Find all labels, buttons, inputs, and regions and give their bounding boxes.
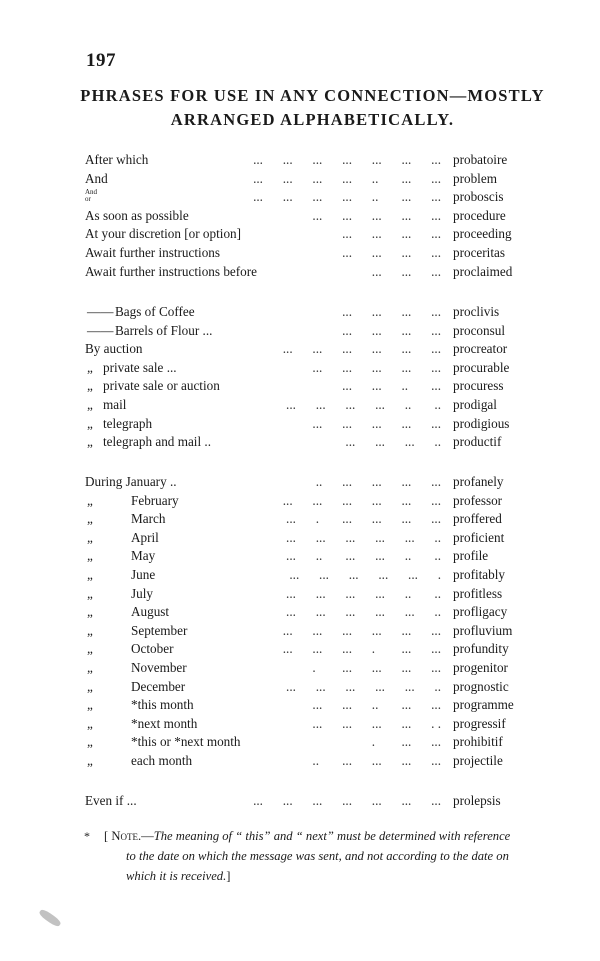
ditto-mark: „ bbox=[87, 511, 93, 527]
ditto-mark: „ bbox=[87, 415, 93, 431]
phrase-label: Bags of Coffee bbox=[115, 304, 195, 319]
code-word: projectile bbox=[453, 753, 503, 768]
phrase-label: private sale or auction bbox=[103, 378, 220, 394]
dot-leader: ... ... ... ... .. ... ... bbox=[253, 170, 441, 186]
ditto-mark: „ bbox=[87, 378, 93, 394]
ditto-mark: „ bbox=[87, 715, 93, 731]
phrase-row bbox=[85, 603, 531, 621]
dot-leader: . ... ... bbox=[371, 734, 441, 750]
ditto-mark: „ bbox=[87, 641, 93, 657]
code-word: prohibitif bbox=[453, 734, 503, 750]
phrase-row bbox=[85, 188, 531, 206]
footnote bbox=[86, 826, 546, 886]
phrase-label: Even if ... bbox=[85, 793, 137, 808]
ditto-mark: „ bbox=[87, 604, 93, 620]
phrase-row bbox=[85, 359, 531, 377]
phrase-row bbox=[85, 225, 531, 243]
phrase-label: After which bbox=[85, 152, 149, 167]
phrase-row bbox=[85, 377, 531, 395]
phrase-label: each month bbox=[131, 753, 193, 768]
phrase-row bbox=[85, 322, 531, 340]
ink-smudge bbox=[38, 908, 62, 928]
ditto-mark: —— bbox=[87, 304, 114, 319]
dot-leader: ... ... ... ... ... ... ... bbox=[253, 152, 441, 167]
ditto-mark: „ bbox=[87, 678, 93, 694]
phrase-row bbox=[85, 303, 531, 321]
footnote-close-bracket: ] bbox=[226, 869, 231, 883]
ditto-mark: „ bbox=[87, 753, 93, 768]
phrase-label: Await further instructions before bbox=[85, 263, 258, 279]
page-heading-line-2: ARRANGED ALPHABETICALLY. bbox=[170, 110, 455, 129]
code-word: progenitor bbox=[453, 660, 508, 675]
phrase-row bbox=[85, 433, 531, 451]
dot-leader: ... ... ... ... ... ... bbox=[282, 492, 441, 508]
code-word: procuress bbox=[453, 378, 504, 394]
code-word: profanely bbox=[453, 474, 504, 489]
ditto-mark: „ bbox=[87, 567, 93, 582]
dot-leader: ... . ... ... ... ... bbox=[286, 511, 441, 527]
footnote-line-1: The meaning of “ this” and “ next” must be determined with reference bbox=[153, 829, 511, 843]
phrase-row bbox=[85, 151, 531, 169]
page-number: 197 bbox=[86, 50, 116, 71]
ditto-mark: „ bbox=[87, 359, 93, 375]
footnote-asterisk: * bbox=[84, 829, 90, 843]
phrase-row bbox=[85, 566, 531, 584]
phrase-label: telegraph bbox=[103, 415, 153, 431]
code-word: proconsul bbox=[453, 322, 506, 338]
code-word: profligacy bbox=[453, 604, 508, 620]
dot-leader: ... ... ... ... bbox=[342, 245, 441, 260]
phrase-row bbox=[85, 263, 531, 281]
code-word: productif bbox=[453, 434, 502, 450]
dot-leader: ... ... ... ... ... .. bbox=[286, 604, 441, 620]
phrase-label: May bbox=[131, 548, 156, 564]
ditto-mark: „ bbox=[87, 434, 93, 450]
code-word: prodigious bbox=[453, 415, 510, 431]
phrase-row bbox=[85, 678, 531, 696]
phrase-label: April bbox=[131, 529, 159, 545]
phrase-label: *this month bbox=[131, 697, 194, 713]
ditto-mark: —— bbox=[87, 322, 114, 338]
dot-leader: ... ... ... ... . . bbox=[312, 715, 441, 731]
footnote-line-2: to the date on which the message was sent, and not according to the date on bbox=[126, 849, 509, 863]
phrase-label: *next month bbox=[131, 715, 198, 731]
footnote-label: Note. bbox=[111, 829, 142, 843]
phrase-label: private sale ... bbox=[103, 359, 177, 375]
phrase-label: October bbox=[131, 641, 174, 657]
footnote-dash: — bbox=[141, 829, 154, 843]
code-word: procurable bbox=[453, 359, 510, 375]
phrase-row bbox=[85, 752, 531, 770]
code-word: programme bbox=[453, 697, 514, 713]
phrase-label: July bbox=[131, 585, 153, 601]
dot-leader: .. ... ... ... ... bbox=[315, 474, 441, 489]
phrase-row bbox=[85, 207, 531, 225]
phrase-label: August bbox=[131, 604, 170, 620]
ditto-mark: „ bbox=[87, 397, 93, 412]
code-word: profluvium bbox=[453, 622, 513, 638]
code-word: proclivis bbox=[453, 304, 500, 319]
phrase-row bbox=[85, 529, 531, 547]
dot-leader: ... ... ... ... ... ... bbox=[282, 622, 441, 638]
dot-leader: ... ... .. ... ... bbox=[312, 697, 441, 713]
dot-leader: ... ... ... . ... ... bbox=[282, 641, 441, 657]
phrase-row bbox=[85, 715, 531, 733]
phrase-label: March bbox=[131, 511, 166, 527]
code-word: proffered bbox=[453, 511, 502, 527]
ditto-mark: „ bbox=[87, 660, 93, 675]
ditto-mark: „ bbox=[87, 529, 93, 545]
phrase-label: *this or *next month bbox=[131, 734, 241, 750]
phrase-row bbox=[85, 792, 531, 810]
code-word: proceritas bbox=[453, 245, 505, 260]
dot-leader: .. ... ... ... ... bbox=[312, 753, 441, 768]
dot-leader: ... ... .. ... bbox=[342, 378, 441, 394]
dot-leader: ... ... ... ... .. ... ... bbox=[253, 189, 441, 205]
phrase-row bbox=[85, 659, 531, 677]
dot-leader: ... .. ... ... .. .. bbox=[286, 548, 441, 564]
phrase-label: Await further instructions bbox=[85, 245, 221, 260]
ditto-mark: „ bbox=[87, 622, 93, 638]
dot-leader: ... ... ... ... bbox=[342, 304, 441, 319]
phrase-label: And bbox=[85, 170, 108, 186]
dot-leader: ... ... ... ... .. .. bbox=[286, 585, 441, 601]
ditto-mark: „ bbox=[87, 697, 93, 713]
phrase-label: June bbox=[131, 567, 156, 582]
code-word: professor bbox=[453, 492, 503, 508]
phrase-row bbox=[85, 622, 531, 640]
phrase-row bbox=[85, 733, 531, 751]
dot-leader: ... ... ... ... ... bbox=[312, 207, 441, 223]
code-word: problem bbox=[453, 170, 497, 186]
phrase-label: mail bbox=[103, 397, 127, 412]
phrase-row bbox=[85, 492, 531, 510]
code-word: profitless bbox=[453, 585, 503, 601]
phrase-row bbox=[85, 170, 531, 188]
dot-leader: . ... ... ... ... bbox=[312, 660, 441, 675]
code-word: proceeding bbox=[453, 226, 512, 242]
phrase-row bbox=[85, 244, 531, 262]
phrase-label: December bbox=[131, 678, 186, 694]
dot-leader: ... ... ... ... bbox=[342, 322, 441, 338]
code-word: progressif bbox=[453, 715, 506, 731]
phrase-label: By auction bbox=[85, 341, 143, 357]
dot-leader: ... ... ... ... ... bbox=[312, 359, 441, 375]
phrase-row bbox=[85, 585, 531, 603]
code-word: probatoire bbox=[453, 152, 508, 167]
code-word: profile bbox=[453, 548, 489, 564]
dot-leader: ... ... ... ... ... .. bbox=[286, 678, 441, 694]
code-word: proboscis bbox=[453, 189, 504, 205]
phrase-label: telegraph and mail .. bbox=[103, 434, 212, 450]
code-word: proclaimed bbox=[453, 263, 513, 279]
dot-leader: ... ... ... .. bbox=[345, 434, 441, 450]
phrase-label: As soon as possible bbox=[85, 207, 189, 223]
phrase-row bbox=[85, 396, 531, 414]
phrase-label: And or bbox=[85, 188, 98, 204]
ditto-mark: „ bbox=[87, 585, 93, 601]
code-word: procedure bbox=[453, 207, 506, 223]
phrase-label: February bbox=[131, 492, 179, 508]
phrase-label: At your discretion [or option] bbox=[85, 226, 242, 242]
phrase-row bbox=[85, 640, 531, 658]
phrase-label: November bbox=[131, 660, 187, 675]
phrase-row bbox=[85, 340, 531, 358]
code-word: prolepsis bbox=[453, 793, 501, 808]
phrase-row bbox=[85, 473, 531, 491]
code-word: prodigal bbox=[453, 397, 497, 412]
phrase-row bbox=[85, 415, 531, 433]
phrase-row bbox=[85, 547, 531, 565]
phrase-label: During January .. bbox=[85, 474, 177, 489]
ditto-mark: „ bbox=[87, 548, 93, 564]
footnote-line-3: which it is received. bbox=[126, 869, 227, 883]
ditto-mark: „ bbox=[87, 492, 93, 508]
code-word: procreator bbox=[453, 341, 508, 357]
ditto-mark: „ bbox=[87, 734, 93, 750]
dot-leader: ... ... ... ... ... bbox=[312, 415, 441, 431]
phrase-label: Barrels of Flour ... bbox=[115, 322, 213, 338]
code-word: proficient bbox=[453, 529, 505, 545]
dot-leader: ... ... ... ... .. .. bbox=[286, 397, 441, 412]
dot-leader: ... ... ... ... ... . bbox=[289, 567, 441, 582]
dot-leader: ... ... ... ... bbox=[342, 226, 441, 242]
footnote-open-bracket: [ bbox=[104, 829, 109, 843]
dot-leader: ... ... ... ... ... .. bbox=[286, 529, 441, 545]
code-word: profitably bbox=[453, 567, 506, 582]
code-word: prognostic bbox=[453, 678, 509, 694]
page-heading-line-1: PHRASES FOR USE IN ANY CONNECTION—MOSTLY bbox=[80, 86, 545, 105]
phrase-row bbox=[85, 510, 531, 528]
phrase-row bbox=[85, 696, 531, 714]
dot-leader: ... ... ... ... ... ... ... bbox=[253, 793, 441, 808]
code-word: profundity bbox=[453, 641, 509, 657]
phrase-label: September bbox=[131, 622, 188, 638]
dot-leader: ... ... ... ... ... ... bbox=[282, 341, 441, 357]
dot-leader: ... ... ... bbox=[371, 263, 441, 279]
